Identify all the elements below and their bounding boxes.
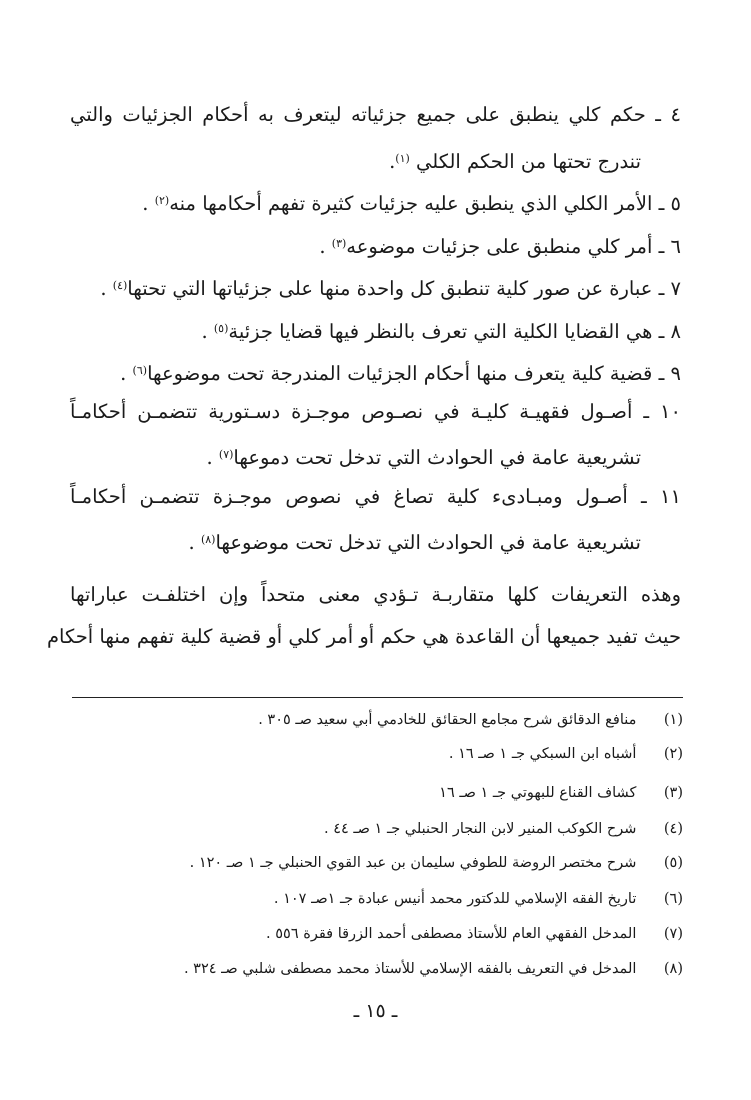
definition-10: ١٠ ـ أصـول فقهيـة كليـة في نصـوص موجـزة دسـتورية تتضمـن أحكامـاً	[70, 400, 681, 423]
footnote-number: (٦)	[663, 891, 683, 907]
footnote-2	[70, 743, 683, 765]
definition-number: ٩	[670, 362, 681, 385]
footnote-text: منافع الدقائق شرح مجامع الحقائق للخادمي أبي سعيد صـ ٣٠٥ .	[258, 712, 637, 728]
definition-4-cont	[70, 144, 641, 177]
definition-4: ٤ ـ حكم كلي ينطبق على جميع جزئياته ليتعرف به أحكام الجزئيات والتي	[70, 103, 681, 126]
punct: .	[100, 277, 113, 300]
punct: .	[142, 192, 155, 215]
footnote-number: (٨)	[663, 961, 683, 977]
definition-text: عبارة عن صور كلية تنطبق كل واحدة منها على جزئياتها التي تحتها	[127, 277, 653, 300]
footnote-ref: (١)	[395, 152, 410, 165]
footnote-text: تاريخ الفقه الإسلامي للدكتور محمد أنيس عبادة جـ ١صـ ١٠٧ .	[273, 891, 637, 907]
definition-6: ٦ ـ أمر كلي منطبق على جزئيات موضوعه$^{(٣)}$ .	[319, 235, 681, 258]
definition-number: ٨	[670, 320, 681, 343]
punct: .	[201, 320, 214, 343]
definition-number: ٦	[670, 235, 681, 258]
definition-text: أمر كلي منطبق على جزئيات موضوعه	[346, 235, 653, 258]
punct: .	[188, 531, 201, 554]
footnote-number: (٣)	[663, 785, 683, 801]
footnote-4	[70, 818, 683, 840]
definition-number: ١٠	[660, 400, 681, 423]
footnote-number: (٢)	[663, 746, 683, 762]
definition-11-cont	[70, 525, 641, 558]
footnote-text: كشاف القناع للبهوتي جـ ١ صـ ١٦	[439, 785, 637, 801]
footnote-1	[70, 709, 683, 731]
footnote-text: المدخل الفقهي العام للأستاذ مصطفى أحمد الزرقا فقرة ٥٥٦ .	[266, 926, 637, 942]
footnote-ref: (٦)	[132, 364, 148, 377]
footnote-ref: (٥)	[213, 322, 229, 335]
definition-number: ٤	[670, 103, 681, 126]
definition-text: تشريعية عامة في الحوادث التي تدخل تحت موضوعها	[215, 531, 641, 554]
punct: .	[389, 150, 396, 173]
definition-text: هي القضايا الكلية التي تعرف بالنظر فيها قضايا جزئية	[228, 320, 653, 343]
footnote-number: (٧)	[663, 926, 683, 942]
page-number: ـ ١٥ ـ	[353, 1000, 398, 1022]
definition-number: ١١	[660, 485, 681, 508]
footnote-ref: (٨)	[200, 533, 216, 546]
footnote-text: شرح الكوكب المنير لابن النجار الحنبلي جـ ١ صـ ٤٤ .	[323, 821, 637, 837]
paragraph-line-1: وهذه التعريفات كلها متقاربـة تـؤدي معنى متحداً وإن اختلفـت عباراتها	[70, 583, 681, 606]
footnote-5	[70, 852, 683, 874]
footnote-6	[70, 888, 683, 910]
definition-7: ٧ ـ عبارة عن صور كلية تنطبق كل واحدة منها على جزئياتها التي تحتها$^{(٤)}$ .	[100, 277, 681, 300]
definition-8: ٨ ـ هي القضايا الكلية التي تعرف بالنظر فيها قضايا جزئية$^{(٥)}$ .	[201, 320, 681, 343]
definition-text: حكم كلي ينطبق على جميع جزئياته ليتعرف به أحكام الجزئيات والتي	[70, 103, 646, 126]
footnote-ref: (٣)	[331, 237, 347, 250]
punct: .	[120, 362, 133, 385]
paragraph-line-2: حيث تفيد جميعها أن القاعدة هي حكم أو أمر كلي أو قضية كلية تفهم منها أحكام	[46, 625, 681, 648]
footnote-number: (٤)	[663, 821, 683, 837]
definition-text: تندرج تحتها من الحكم الكلي	[416, 150, 641, 173]
footnote-ref: (٢)	[154, 194, 170, 207]
footnote-3	[70, 782, 683, 804]
footnote-number: (١)	[663, 712, 683, 728]
definition-text: تشريعية عامة في الحوادث التي تدخل تحت دموعها	[233, 446, 641, 469]
definition-text: أصـول ومبـادىء كلية تصاغ في نصوص موجـزة تتضمـن أحكامـاً	[70, 485, 628, 508]
definition-text: أصـول فقهيـة كليـة في نصـوص موجـزة دسـتورية تتضمـن أحكامـاً	[70, 400, 633, 423]
footnote-number: (٥)	[663, 855, 683, 871]
definition-9: ٩ ـ قضية كلية يتعرف منها أحكام الجزئيات المندرجة تحت موضوعها$^{(٦)}$ .	[120, 362, 681, 385]
footnote-8	[70, 958, 683, 980]
footnote-ref: (٧)	[218, 448, 234, 461]
definition-11: ١١ ـ أصـول ومبـادىء كلية تصاغ في نصوص موجـزة تتضمـن أحكامـاً	[70, 485, 681, 508]
footnote-text: شرح مختصر الروضة للطوفي سليمان بن عبد القوي الحنبلي جـ ١ صـ ١٢٠ .	[189, 855, 637, 871]
definition-number: ٧	[670, 277, 681, 300]
definition-text: الأمر الكلي الذي ينطبق عليه جزئيات كثيرة تفهم أحكامها منه	[169, 192, 653, 215]
definition-5: ٥ ـ الأمر الكلي الذي ينطبق عليه جزئيات كثيرة تفهم أحكامها منه$^{(٢)}$ .	[142, 192, 681, 215]
footnote-ref: (٤)	[112, 279, 128, 292]
definition-text: قضية كلية يتعرف منها أحكام الجزئيات المندرجة تحت موضوعها	[147, 362, 653, 385]
footnote-divider	[72, 697, 683, 698]
punct: .	[319, 235, 332, 258]
definition-10-cont	[70, 440, 641, 473]
footnote-7	[70, 923, 683, 945]
footnote-text: أشباه ابن السبكي جـ ١ صـ ١٦ .	[448, 746, 637, 762]
footnote-text: المدخل في التعريف بالفقه الإسلامي للأستاذ محمد مصطفى شلبي صـ ٣٢٤ .	[183, 961, 637, 977]
punct: .	[206, 446, 219, 469]
definition-number: ٥	[670, 192, 681, 215]
